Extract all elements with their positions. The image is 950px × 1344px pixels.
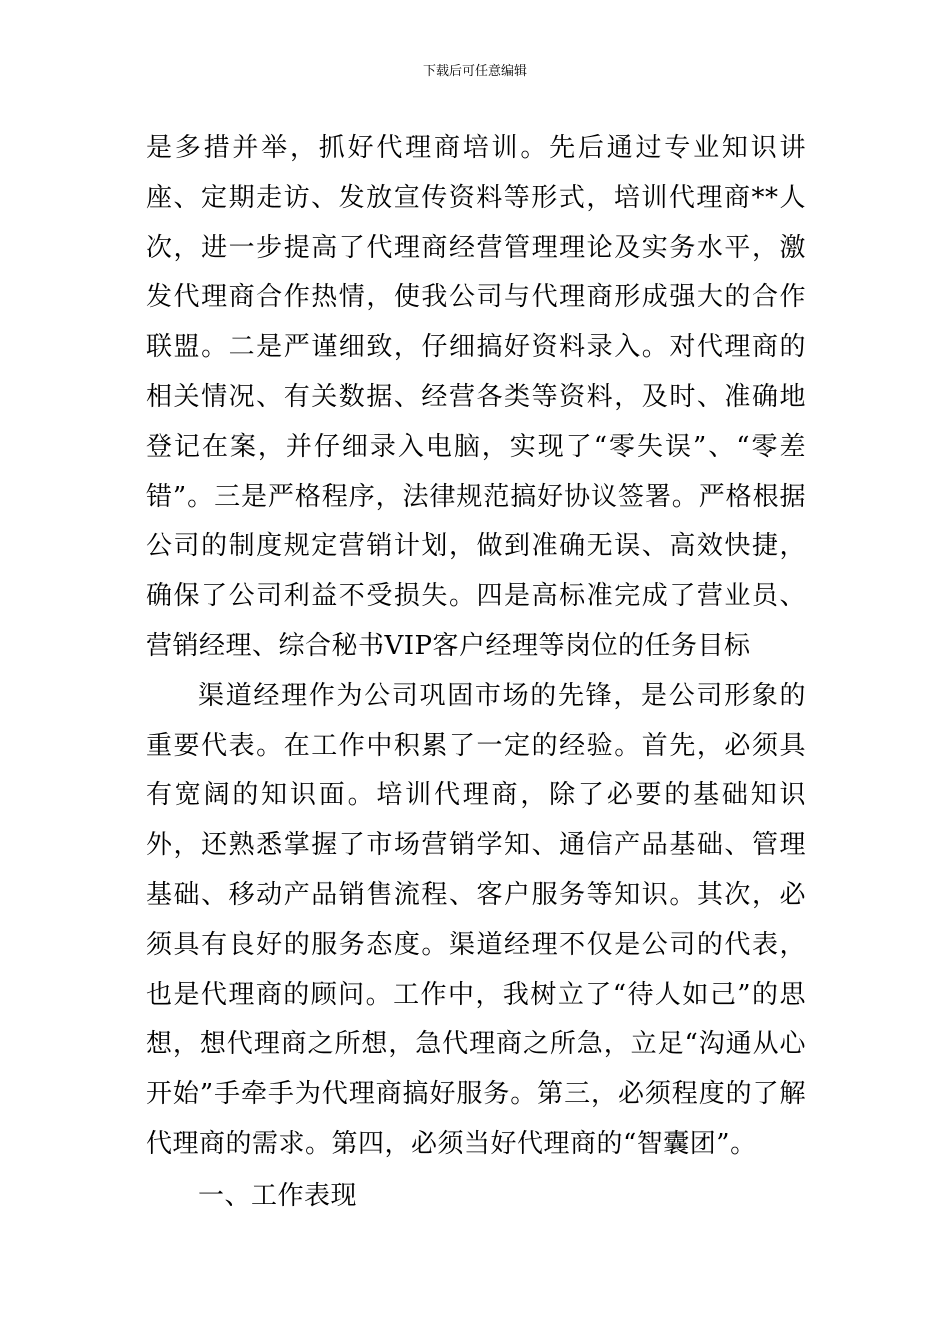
section-heading: 一、工作表现 xyxy=(198,1180,358,1211)
paragraph-2: 渠道经理作为公司巩固市场的先锋，是公司形象的重要代表。在工作中积累了一定的经验。首先，必须具有宽阔的知识面。培训代理商，除了必要的基础知识外，还熟悉掌握了市场营销学知、通信产品基础、管理基础、移动产品销售流程、客户服务等知识。其次，必须具有良好的服务态度。渠道经理不仅是公司的代表，也是代理商的顾问。工作中，我树立了“待人如己”的思想，想代理商之所想，急代理商之所急，立足“沟通从心开始”手牵手为代理商搞好服务。第三，必须程度的了解代理商的需求。第四，必须当好代理商的“智囊团”。 xyxy=(146,680,806,1159)
header-note: 下载后可任意编辑 xyxy=(422,64,527,79)
paragraph-1: 是多措并举，抓好代理商培训。先后通过专业知识讲座、定期走访、发放宣传资料等形式，培训代理商**人次，进一步提高了代理商经营管理理论及实务水平，激发代理商合作热情，使我公司与代理商形成强大的合作联盟。二是严谨细致，仔细搞好资料录入。对代理商的相关情况、有关数据、经营各类等资料，及时、准确地登记在案，并仔细录入电脑，实现了“零失误”、“零差错”。三是严格程序，法律规范搞好协议签署。严格根据公司的制度规定营销计划，做到准确无误、高效快捷，确保了公司利益不受损失。四是高标准完成了营业员、营销经理、综合秘书VIP客户经理等岗位的任务目标 xyxy=(146,133,806,661)
document-body xyxy=(146,124,806,1222)
